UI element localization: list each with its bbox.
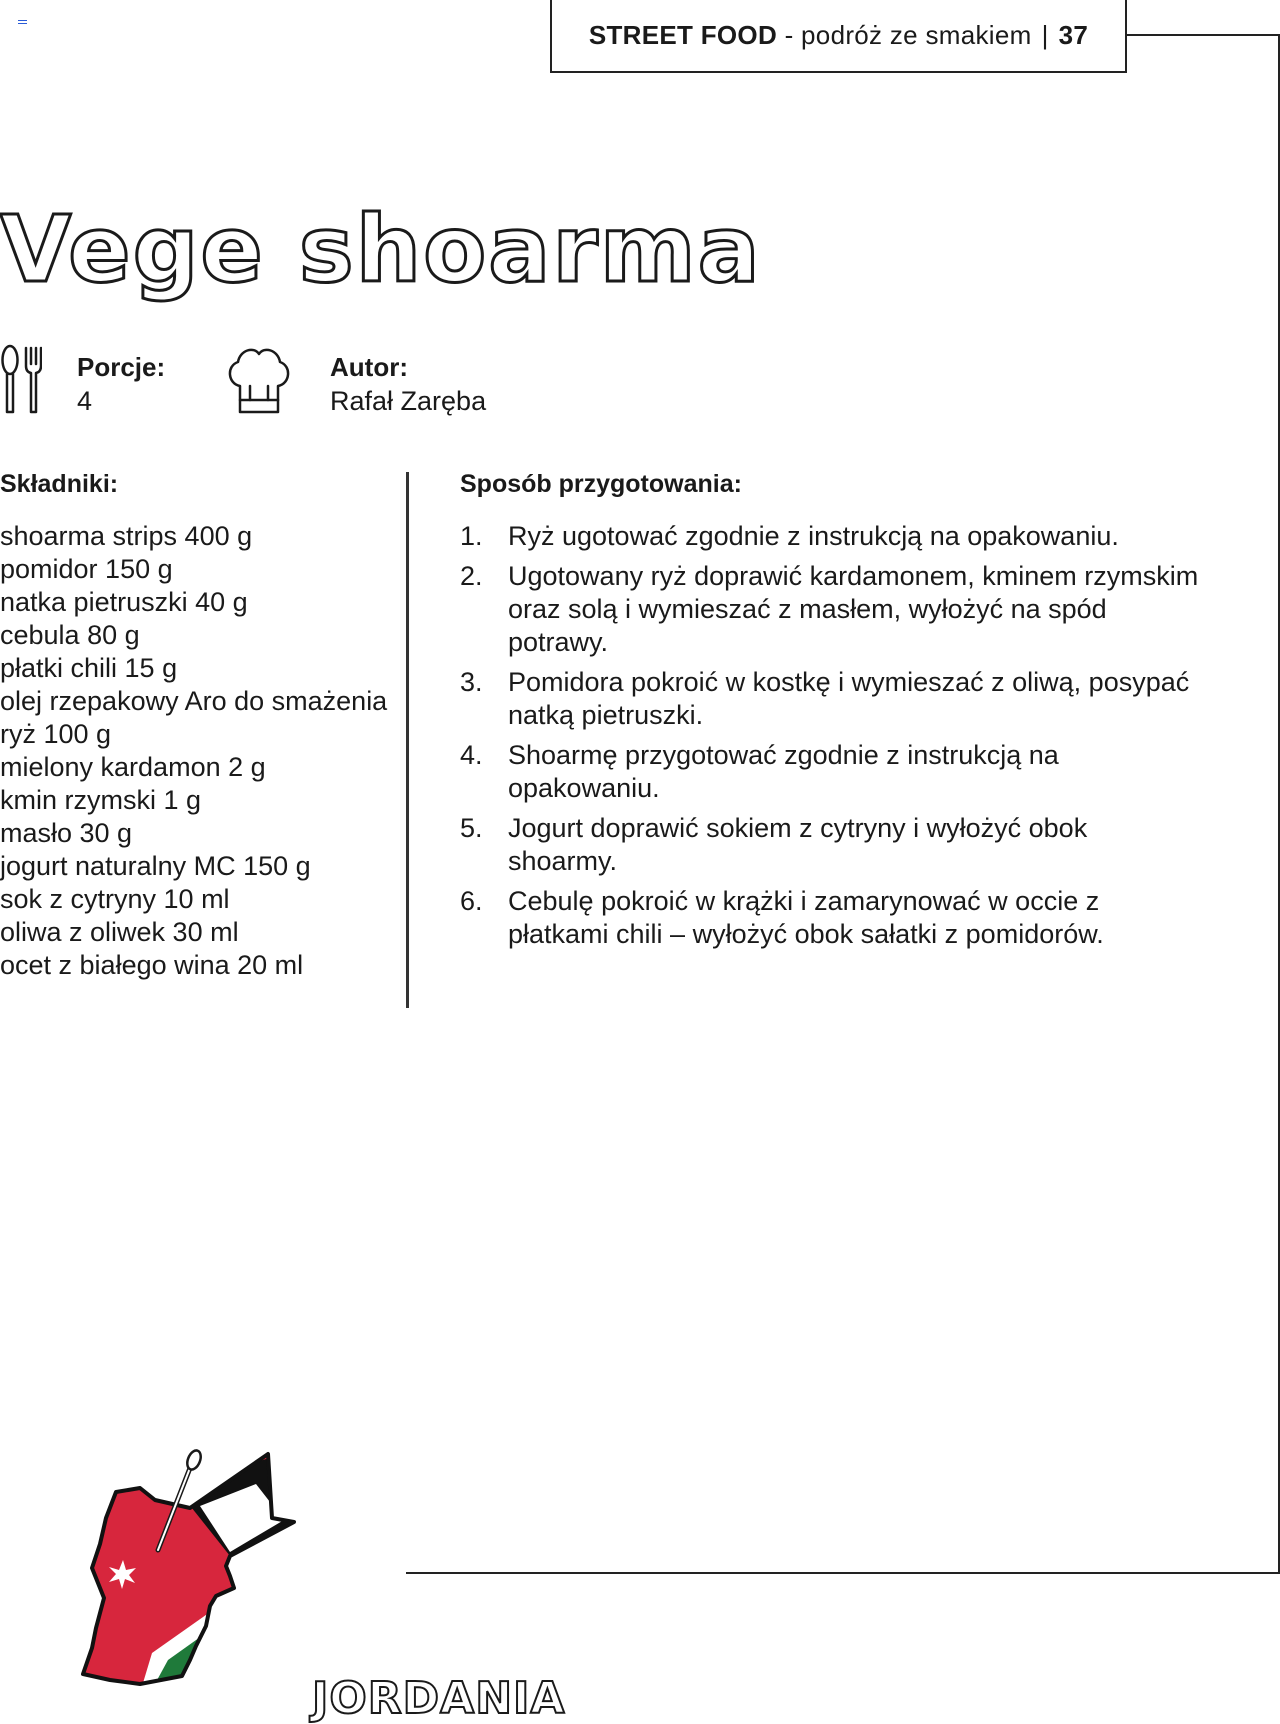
step-text: Ugotowany ryż doprawić kardamonem, kminem rzymskim oraz solą i wymieszać z masłem, wyłożyć na spód potrawy. xyxy=(508,561,1199,657)
list-item: cebula 80 g xyxy=(0,620,140,650)
step-text: Cebulę pokroić w krążki i zamarynować w occie z płatkami chili – wyłożyć obok sałatki z pomidorów. xyxy=(508,886,1104,949)
list-item: ryż 100 g xyxy=(0,719,112,749)
method-heading: Sposób przygotowania: xyxy=(460,470,742,498)
header-subtitle: - podróż ze smakiem xyxy=(784,20,1032,50)
method-step xyxy=(460,739,1200,805)
menu-icon[interactable] xyxy=(18,20,27,26)
step-text: Pomidora pokroić w kostkę i wymieszać z oliwą, posypać natką pietruszki. xyxy=(508,667,1190,730)
list-item: oliwa z oliwek 30 ml xyxy=(0,917,239,947)
method-step xyxy=(460,885,1200,951)
servings-value: 4 xyxy=(77,386,93,416)
list-item: sok z cytryny 10 ml xyxy=(0,884,230,914)
step-number: 4. xyxy=(460,740,483,770)
step-number: 3. xyxy=(460,667,483,697)
step-number: 1. xyxy=(460,521,483,551)
ingredients-list xyxy=(0,520,395,982)
method-step xyxy=(460,520,1200,553)
list-item: płatki chili 15 g xyxy=(0,653,178,683)
frame-line xyxy=(1127,34,1280,36)
header-separator: | xyxy=(1041,20,1049,50)
author-value: Rafał Zaręba xyxy=(330,386,487,416)
step-number: 5. xyxy=(460,813,483,843)
utensils-icon xyxy=(0,344,42,416)
list-item: ocet z białego wina 20 ml xyxy=(0,950,304,980)
list-item: mielony kardamon 2 g xyxy=(0,752,266,782)
method-step xyxy=(460,560,1200,659)
method-list xyxy=(460,520,1200,958)
jordan-flag-map-icon xyxy=(80,1448,300,1693)
ingredients-heading: Składniki: xyxy=(0,470,119,498)
chef-hat-icon xyxy=(226,344,292,416)
list-item: masło 30 g xyxy=(0,818,133,848)
servings-label: Porcje: xyxy=(77,352,166,382)
list-item: natka pietruszki 40 g xyxy=(0,587,248,617)
step-text: Shoarmę przygotować zgodnie z instrukcją na opakowaniu. xyxy=(508,740,1059,803)
frame-line xyxy=(406,1572,1280,1574)
step-number: 6. xyxy=(460,886,483,916)
list-item: shoarma strips 400 g xyxy=(0,521,253,551)
country-name: JORDANIA xyxy=(312,1673,566,1724)
list-item: jogurt naturalny MC 150 g xyxy=(0,851,311,881)
column-divider xyxy=(406,472,409,1008)
author-label: Autor: xyxy=(330,352,408,382)
page-number: 37 xyxy=(1058,20,1089,50)
header-box xyxy=(550,0,1127,73)
step-number: 2. xyxy=(460,561,483,591)
step-text: Ryż ugotować zgodnie z instrukcją na opakowaniu. xyxy=(508,521,1119,551)
list-item: pomidor 150 g xyxy=(0,554,173,584)
step-text: Jogurt doprawić sokiem z cytryny i wyłożyć obok shoarmy. xyxy=(508,813,1088,876)
method-step xyxy=(460,666,1200,732)
header-brand: STREET FOOD xyxy=(588,20,778,50)
list-item: olej rzepakowy Aro do smażenia xyxy=(0,686,388,716)
page-title: Vege shoarma xyxy=(0,196,762,303)
method-step xyxy=(460,812,1200,878)
list-item: kmin rzymski 1 g xyxy=(0,785,202,815)
